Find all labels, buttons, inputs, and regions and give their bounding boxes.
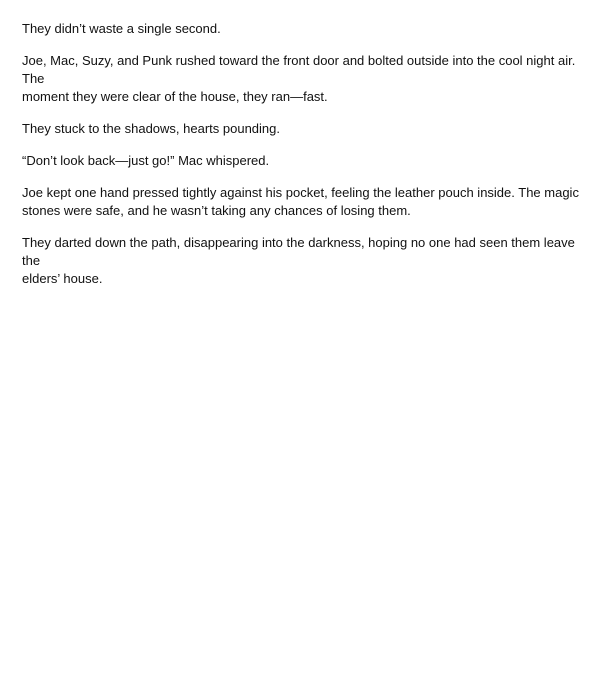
paragraph: They darted down the path, disappearing into the darkness, hoping no one had seen them leave the elders’ house. xyxy=(22,235,575,286)
paragraph: Joe kept one hand pressed tightly against his pocket, feeling the leather pouch inside. The magic stones were safe, and he wasn’t taking any chances of losing them. xyxy=(22,185,579,218)
paragraph: Joe, Mac, Suzy, and Punk rushed toward the front door and bolted outside into the cool night air. The moment they were clear of the house, they ran—fast. xyxy=(22,53,576,104)
paragraph: They stuck to the shadows, hearts pounding. xyxy=(22,121,280,136)
paragraph: They didn’t waste a single second. xyxy=(22,21,221,36)
paragraph: “Don’t look back—just go!” Mac whispered. xyxy=(22,153,270,168)
